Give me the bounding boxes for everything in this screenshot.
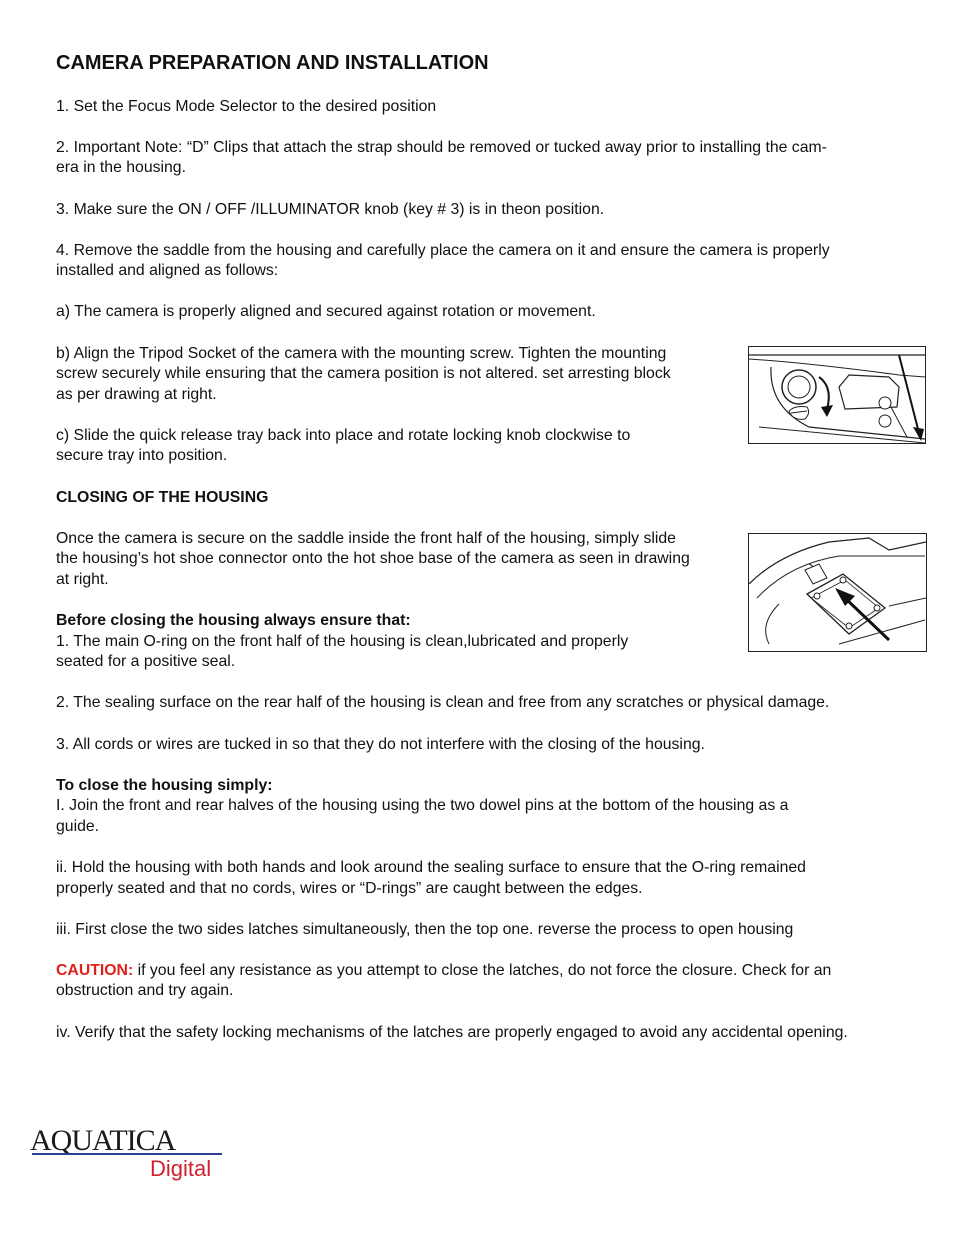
step-b-line-3: as per drawing at right. xyxy=(56,386,217,403)
ensure-1-line-1: 1. The main O-ring on the front half of the housing is clean,lubricated and properly xyxy=(56,633,629,650)
ensure-1-line-2: seated for a positive seal. xyxy=(56,653,236,670)
caution-line-2: obstruction and try again. xyxy=(56,982,234,999)
logo-brand: AQUATICA xyxy=(30,1124,176,1157)
step-2-line-2: era in the housing. xyxy=(56,159,186,176)
close-step-ii-line-1: ii. Hold the housing with both hands and look around the sealing surface to ensure that the O-ring remained xyxy=(56,859,806,876)
step-c-line-1: c) Slide the quick release tray back into place and rotate locking knob clockwise to xyxy=(56,427,631,444)
hot-shoe-figure xyxy=(748,533,927,652)
closing-intro-line-3: at right. xyxy=(56,571,109,588)
close-step-i-line-1: I. Join the front and rear halves of the housing using the two dowel pins at the bottom of the housing as a xyxy=(56,797,789,814)
step-b-line-2: screw securely while ensuring that the camera position is not altered. set arresting block xyxy=(56,365,671,382)
step-a: a) The camera is properly aligned and secured against rotation or movement. xyxy=(56,303,596,320)
ensure-2: 2. The sealing surface on the rear half of the housing is clean and free from any scratches or physical damage. xyxy=(56,694,830,711)
step-b-line-1: b) Align the Tripod Socket of the camera with the mounting screw. Tighten the mounting xyxy=(56,345,667,362)
closing-intro-line-1: Once the camera is secure on the saddle inside the front half of the housing, simply slide xyxy=(56,530,676,547)
mounting-screw-drawing xyxy=(749,347,925,443)
hot-shoe-drawing xyxy=(749,534,926,651)
step-3: 3. Make sure the ON / OFF /ILLUMINATOR knob (key # 3) is in theon position. xyxy=(56,201,605,218)
close-step-iv: iv. Verify that the safety locking mechanisms of the latches are properly engaged to avoid any accidental opening. xyxy=(56,1024,848,1041)
closing-heading: CLOSING OF THE HOUSING xyxy=(56,489,269,506)
step-1: 1. Set the Focus Mode Selector to the desired position xyxy=(56,98,437,115)
aquatica-digital-logo xyxy=(30,1124,230,1184)
logo-sub: Digital xyxy=(150,1156,212,1181)
closing-intro-line-2: the housing’s hot shoe connector onto the hot shoe base of the camera as seen in drawing xyxy=(56,550,690,567)
close-step-i-line-2: guide. xyxy=(56,818,100,835)
caution-text: if you feel any resistance as you attempt to close the latches, do not force the closure. Check for an xyxy=(133,962,832,979)
ensure-3: 3. All cords or wires are tucked in so that they do not interfere with the closing of the housing. xyxy=(56,736,705,753)
caution-label: CAUTION: xyxy=(56,962,134,979)
page-title: CAMERA PREPARATION AND INSTALLATION xyxy=(56,52,489,74)
close-step-iii: iii. First close the two sides latches simultaneously, then the top one. reverse the process to open housing xyxy=(56,921,794,938)
step-c-line-2: secure tray into position. xyxy=(56,447,228,464)
step-2-line-1: 2. Important Note: “D” Clips that attach the strap should be removed or tucked away prior to installing the cam- xyxy=(56,139,827,156)
close-step-ii-line-2: properly seated and that no cords, wires or “D-rings” are caught between the edges. xyxy=(56,880,643,897)
mounting-screw-figure xyxy=(748,346,926,444)
caution-line-1 xyxy=(56,961,831,982)
step-4-line-2: installed and aligned as follows: xyxy=(56,262,279,279)
close-heading: To close the housing simply: xyxy=(56,777,273,794)
aquatica-logo-mark xyxy=(30,1124,230,1184)
ensure-heading: Before closing the housing always ensure that: xyxy=(56,612,411,629)
step-4-line-1: 4. Remove the saddle from the housing and carefully place the camera on it and ensure the camera is properly xyxy=(56,242,830,259)
